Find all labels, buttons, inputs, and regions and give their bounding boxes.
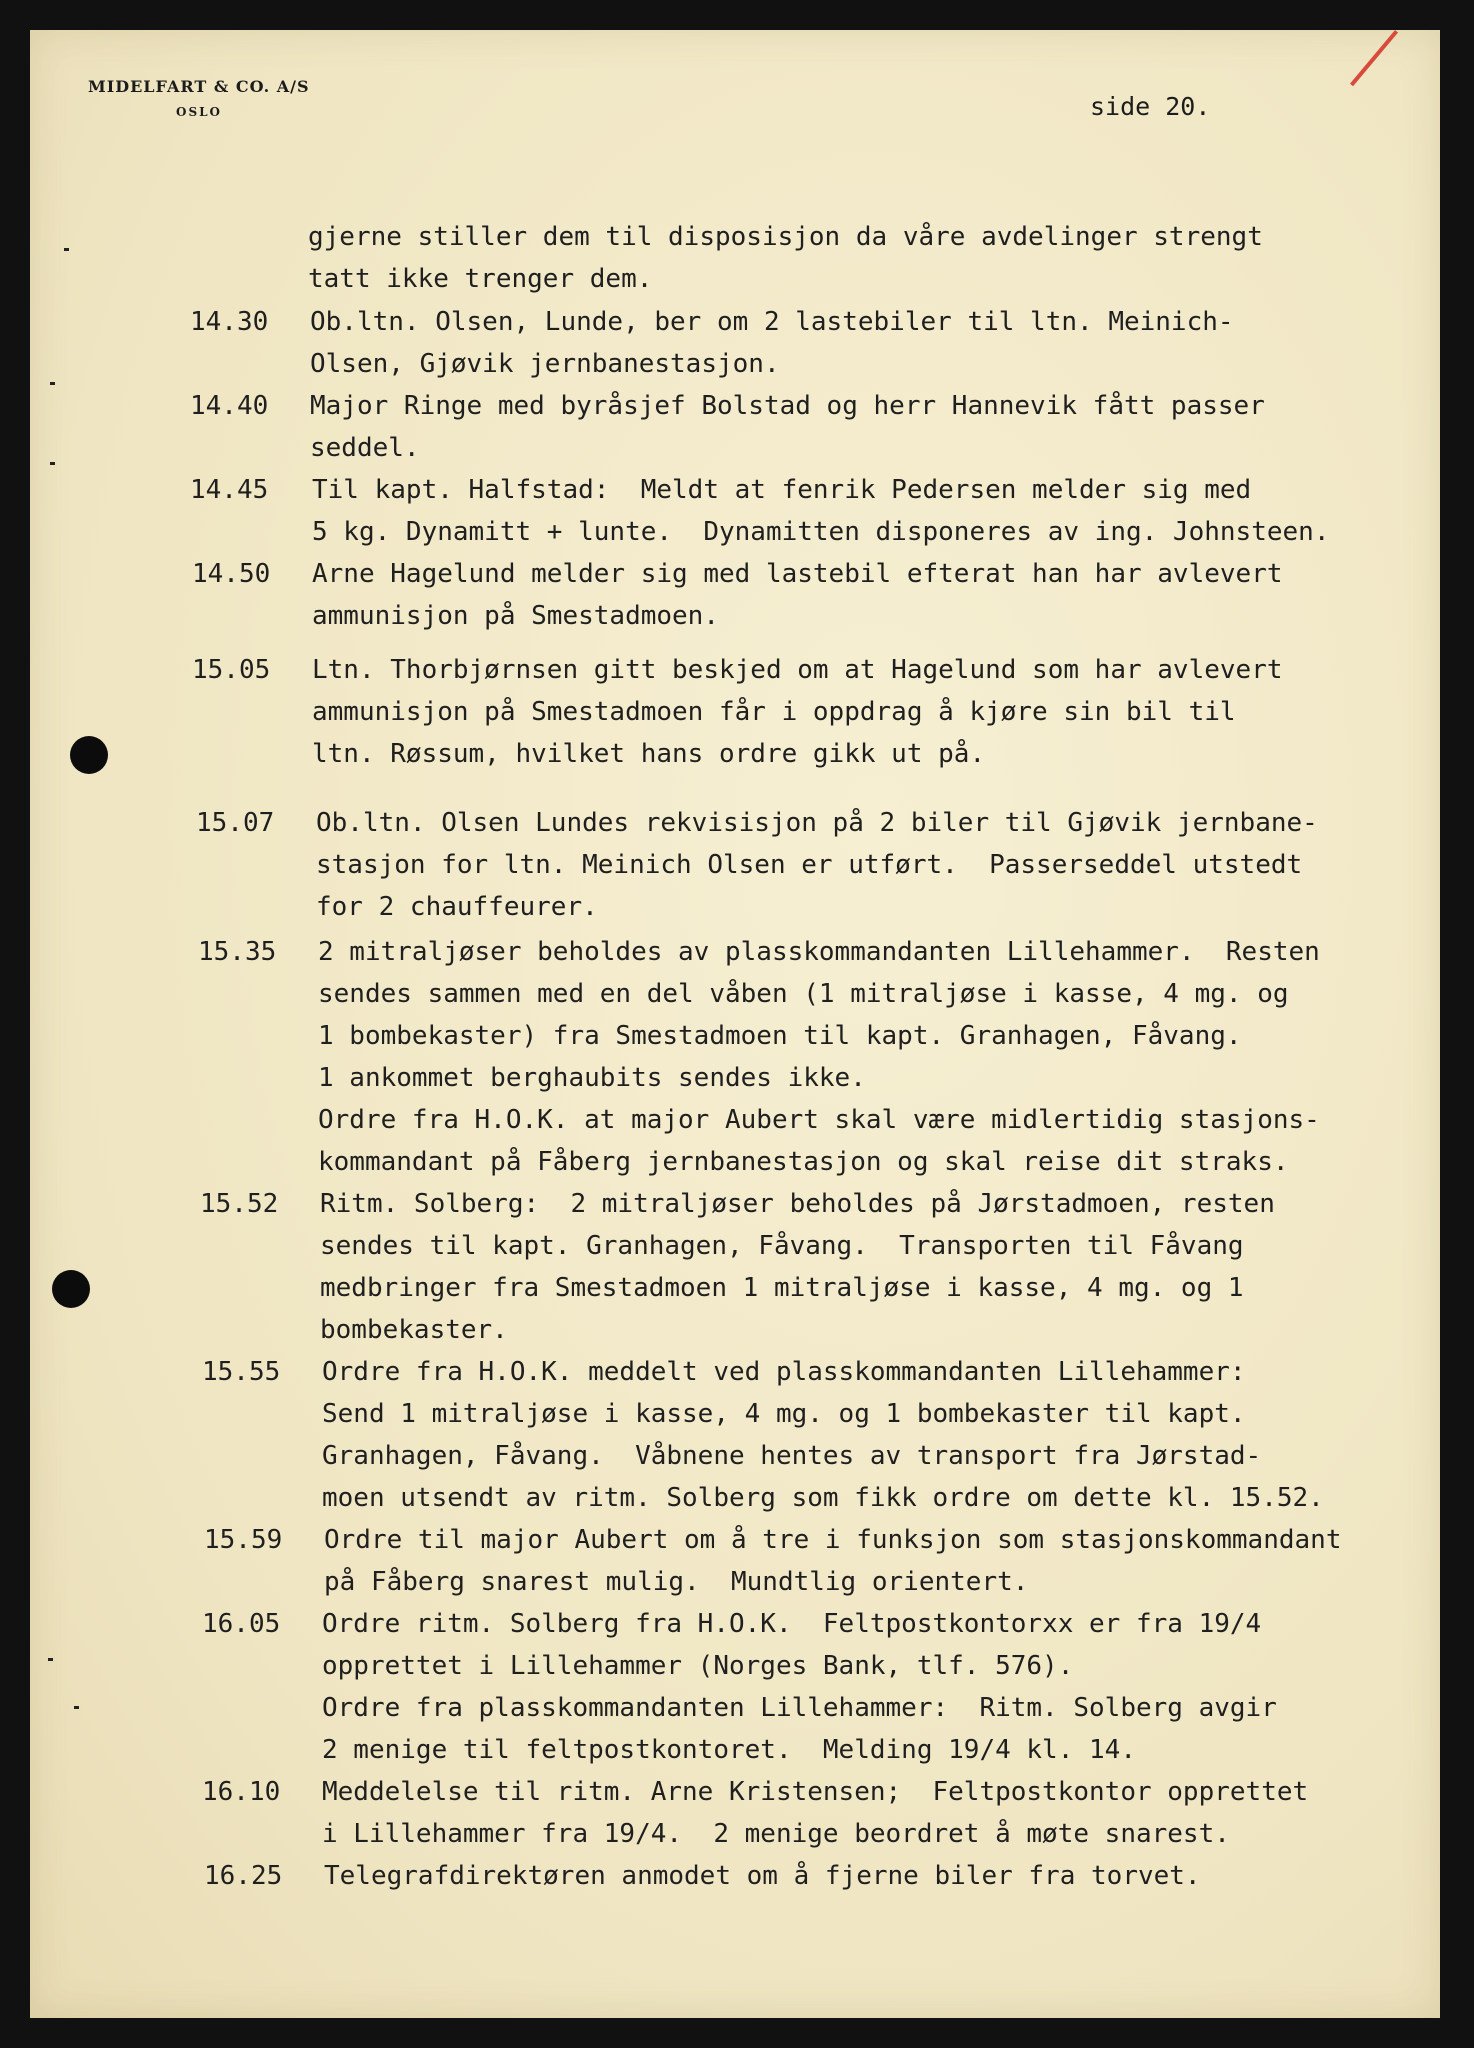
entry-line: Ordre fra H.O.K. meddelt ved plasskommandanten Lillehammer: [322, 1357, 1246, 1387]
entry-line: 1 ankommet berghaubits sendes ikke. [318, 1063, 866, 1093]
entry-line: tatt ikke trenger dem. [308, 264, 653, 294]
entry-line: moen utsendt av ritm. Solberg som fikk ordre om dette kl. 15.52. [322, 1483, 1324, 1513]
margin-mark [74, 1706, 79, 1709]
entry-line: ammunisjon på Smestadmoen. [312, 601, 719, 631]
entry-line: Major Ringe med byråsjef Bolstad og herr Hannevik fått passer [310, 391, 1265, 421]
company-city: OSLO [176, 105, 223, 119]
entry-line: medbringer fra Smestadmoen 1 mitraljøse i kasse, 4 mg. og 1 [320, 1273, 1244, 1303]
punch-hole [52, 1270, 90, 1308]
entry-line: i Lillehammer fra 19/4. 2 menige beordret å møte snarest. [322, 1819, 1230, 1849]
margin-mark [64, 248, 69, 251]
entry-time: 16.10 [202, 1777, 281, 1807]
entry-line: ltn. Røssum, hvilket hans ordre gikk ut på. [312, 739, 986, 769]
entry-line: Ob.ltn. Olsen Lundes rekvisisjon på 2 biler til Gjøvik jernbane- [316, 808, 1318, 838]
entry-time: 14.50 [192, 559, 271, 589]
entry-time: 15.55 [202, 1357, 281, 1387]
entry-time: 14.45 [190, 475, 269, 505]
entry-line: kommandant på Fåberg jernbanestasjon og skal reise dit straks. [318, 1147, 1289, 1177]
entry-line: Ordre ritm. Solberg fra H.O.K. Feltpostkontorxx er fra 19/4 [322, 1609, 1262, 1639]
entry-time: 16.25 [204, 1861, 283, 1891]
entry-time: 14.40 [190, 391, 269, 421]
entry-time: 14.30 [190, 307, 269, 337]
entry-line: opprettet i Lillehammer (Norges Bank, tlf. 576). [322, 1651, 1074, 1681]
entry-line: Meddelelse til ritm. Arne Kristensen; Feltpostkontor opprettet [322, 1777, 1309, 1807]
entry-line: 1 bombekaster) fra Smestadmoen til kapt. Granhagen, Fåvang. [318, 1021, 1242, 1051]
entry-line: Ritm. Solberg: 2 mitraljøser beholdes på Jørstadmoen, resten [320, 1189, 1275, 1219]
entry-line: Telegrafdirektøren anmodet om å fjerne biler fra torvet. [324, 1861, 1201, 1891]
entry-line: Olsen, Gjøvik jernbanestasjon. [310, 349, 780, 379]
entry-line: bombekaster. [320, 1315, 508, 1345]
entry-line: Til kapt. Halfstad: Meldt at fenrik Pedersen melder sig med [312, 475, 1252, 505]
entry-line: Granhagen, Fåvang. Våbnene hentes av transport fra Jørstad- [322, 1441, 1262, 1471]
entry-time: 15.52 [200, 1189, 279, 1219]
entry-line: Ob.ltn. Olsen, Lunde, ber om 2 lastebiler til ltn. Meinich- [310, 307, 1234, 337]
entry-line: Ordre fra plasskommandanten Lillehammer: Ritm. Solberg avgir [322, 1693, 1277, 1723]
entry-line: Send 1 mitraljøse i kasse, 4 mg. og 1 bombekaster til kapt. [322, 1399, 1246, 1429]
entry-line: gjerne stiller dem til disposisjon da våre avdelinger strengt [308, 222, 1263, 252]
entry-line: Arne Hagelund melder sig med lastebil efterat han har avlevert [312, 559, 1283, 589]
letterhead [88, 77, 310, 119]
entry-time: 15.59 [204, 1525, 283, 1555]
company-name: MIDELFART & CO. A/S [88, 77, 310, 96]
entry-line: for 2 chauffeurer. [316, 892, 598, 922]
entry-line: Ordre til major Aubert om å tre i funksjon som stasjonskommandant [324, 1525, 1342, 1555]
entry-line: sendes sammen med en del våben (1 mitraljøse i kasse, 4 mg. og [318, 979, 1289, 1009]
entry-line: Ordre fra H.O.K. at major Aubert skal være midlertidig stasjons- [318, 1105, 1320, 1135]
page-number: side 20. [1090, 92, 1211, 121]
entry-line: 5 kg. Dynamitt + lunte. Dynamitten disponeres av ing. Johnsteen. [312, 517, 1330, 547]
entry-line: 2 menige til feltpostkontoret. Melding 19/4 kl. 14. [322, 1735, 1136, 1765]
margin-mark [48, 1658, 53, 1661]
entry-line: stasjon for ltn. Meinich Olsen er utført. Passerseddel utstedt [316, 850, 1303, 880]
entry-time: 15.05 [192, 655, 271, 685]
entry-line: ammunisjon på Smestadmoen får i oppdrag å kjøre sin bil til [312, 697, 1236, 727]
entry-line: seddel. [310, 433, 420, 463]
entry-time: 16.05 [202, 1609, 281, 1639]
entry-time: 15.35 [198, 937, 277, 967]
entry-time: 15.07 [196, 808, 275, 838]
punch-hole [70, 736, 108, 774]
margin-mark [50, 462, 55, 465]
entry-line: sendes til kapt. Granhagen, Fåvang. Transporten til Fåvang [320, 1231, 1244, 1261]
entry-line: 2 mitraljøser beholdes av plasskommandanten Lillehammer. Resten [318, 937, 1320, 967]
entry-line: på Fåberg snarest mulig. Mundtlig orientert. [324, 1567, 1029, 1597]
entry-line: Ltn. Thorbjørnsen gitt beskjed om at Hagelund som har avlevert [312, 655, 1283, 685]
margin-mark [50, 382, 55, 385]
